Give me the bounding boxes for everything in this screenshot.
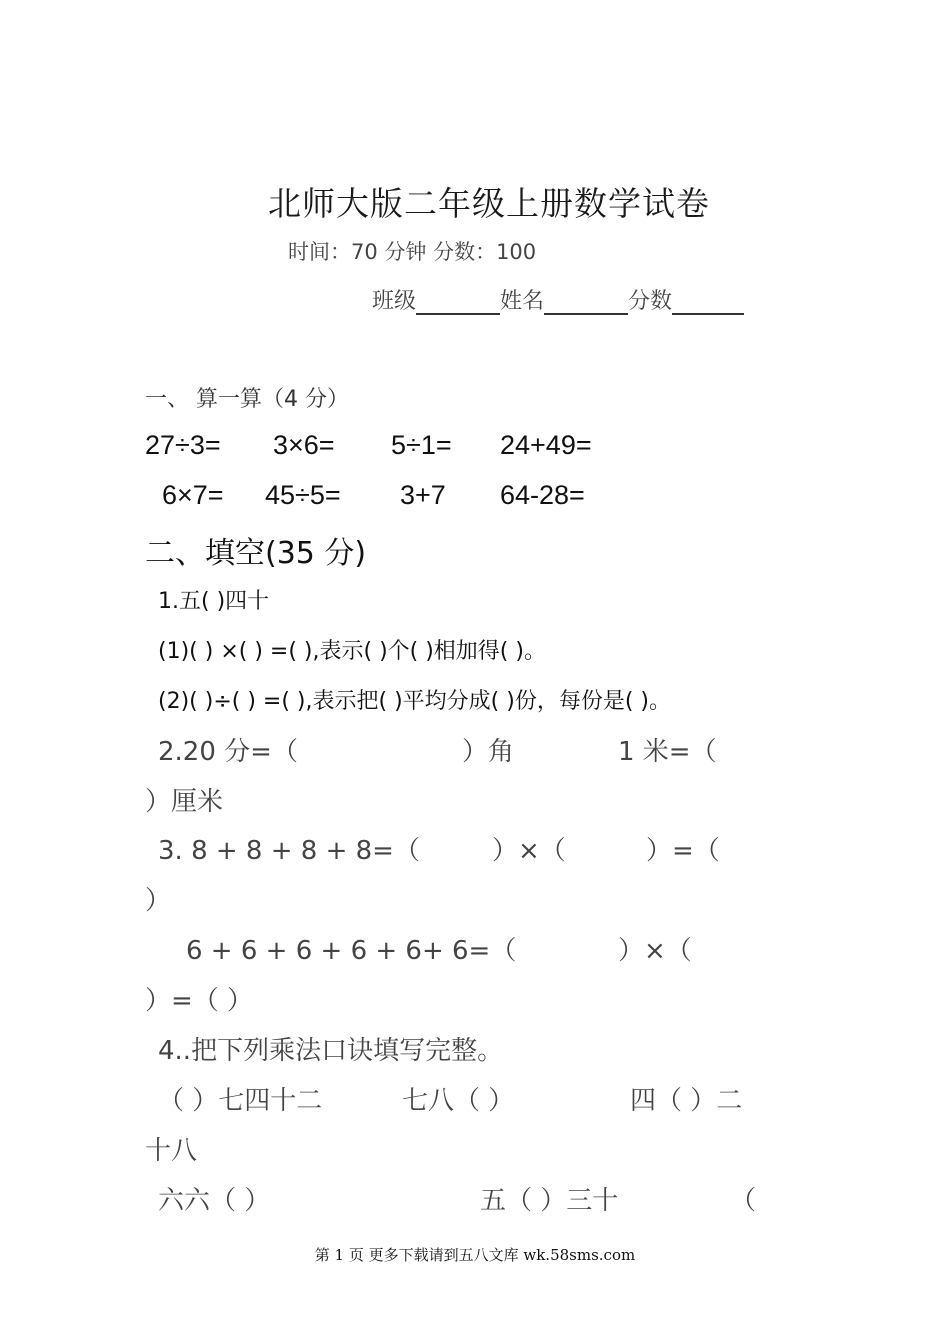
question-3-part-a: 3. 8 + 8 + 8 + 8=（ — [158, 836, 420, 866]
name-blank — [544, 289, 628, 315]
question-3-part-b: ）×（ — [492, 836, 566, 866]
question-2-part-c: 1 米=（ — [618, 737, 717, 767]
question-4-item: （ — [730, 1186, 757, 1216]
class-blank — [416, 289, 500, 315]
calc-item: 3+7 — [400, 480, 446, 510]
question-4-item: （ ）七四十二 — [158, 1086, 323, 1116]
question-3-part-c: ）=（ — [646, 836, 720, 866]
question-2-part-a: 2.20 分=（ — [158, 737, 298, 767]
question-4-line2: 十八 — [145, 1136, 198, 1166]
page-title: 北师大版二年级上册数学试卷 — [268, 184, 710, 223]
question-4: 4..把下列乘法口诀填写完整。 — [158, 1036, 504, 1066]
question-3-line4: ）=（ ） — [145, 986, 254, 1016]
question-2-part-b: ）角 — [462, 737, 515, 767]
question-4-item: 六六（ ） — [158, 1186, 271, 1216]
calc-item: 45÷5= — [265, 480, 341, 510]
calc-item: 3×6= — [273, 430, 335, 460]
exam-meta: 时间：70 分钟 分数：100 — [288, 240, 537, 264]
section2-heading: 二、填空(35 分) — [145, 536, 367, 571]
question-1a: (1)( ) ×( ) =( ),表示( )个( )相加得( )。 — [158, 639, 546, 664]
student-info-line — [372, 284, 744, 315]
question-1b: (2)( )÷( ) =( ),表示把( )平均分成( )份，每份是( )。 — [158, 689, 671, 714]
calc-item: 6×7= — [162, 480, 224, 510]
calc-item: 27÷3= — [145, 430, 221, 460]
calc-item: 64-28= — [500, 480, 585, 510]
section1-heading: 一、 算一算（4 分） — [145, 387, 349, 412]
question-4-item: 七八（ ） — [402, 1086, 515, 1116]
question-3-line3-part-a: 6 + 6 + 6 + 6 + 6+ 6=（ — [186, 936, 517, 966]
score-label: 分数 — [628, 289, 673, 314]
question-4-item: 四（ ）二 — [630, 1086, 743, 1116]
calc-item: 24+49= — [500, 430, 592, 460]
page-footer: 第 1 页 更多下载请到五八文库 wk.58sms.com — [314, 1246, 636, 1264]
question-3-line3-part-b: ）×（ — [618, 936, 692, 966]
class-label: 班级 — [372, 289, 417, 314]
name-label: 姓名 — [500, 289, 545, 314]
question-4-item: 五（ ）三十 — [480, 1186, 619, 1216]
question-1: 1.五( )四十 — [158, 589, 270, 614]
question-3-line2: ） — [145, 886, 172, 916]
calc-item: 5÷1= — [391, 430, 452, 460]
score-blank — [672, 289, 744, 315]
question-2-line2: ）厘米 — [145, 787, 224, 817]
